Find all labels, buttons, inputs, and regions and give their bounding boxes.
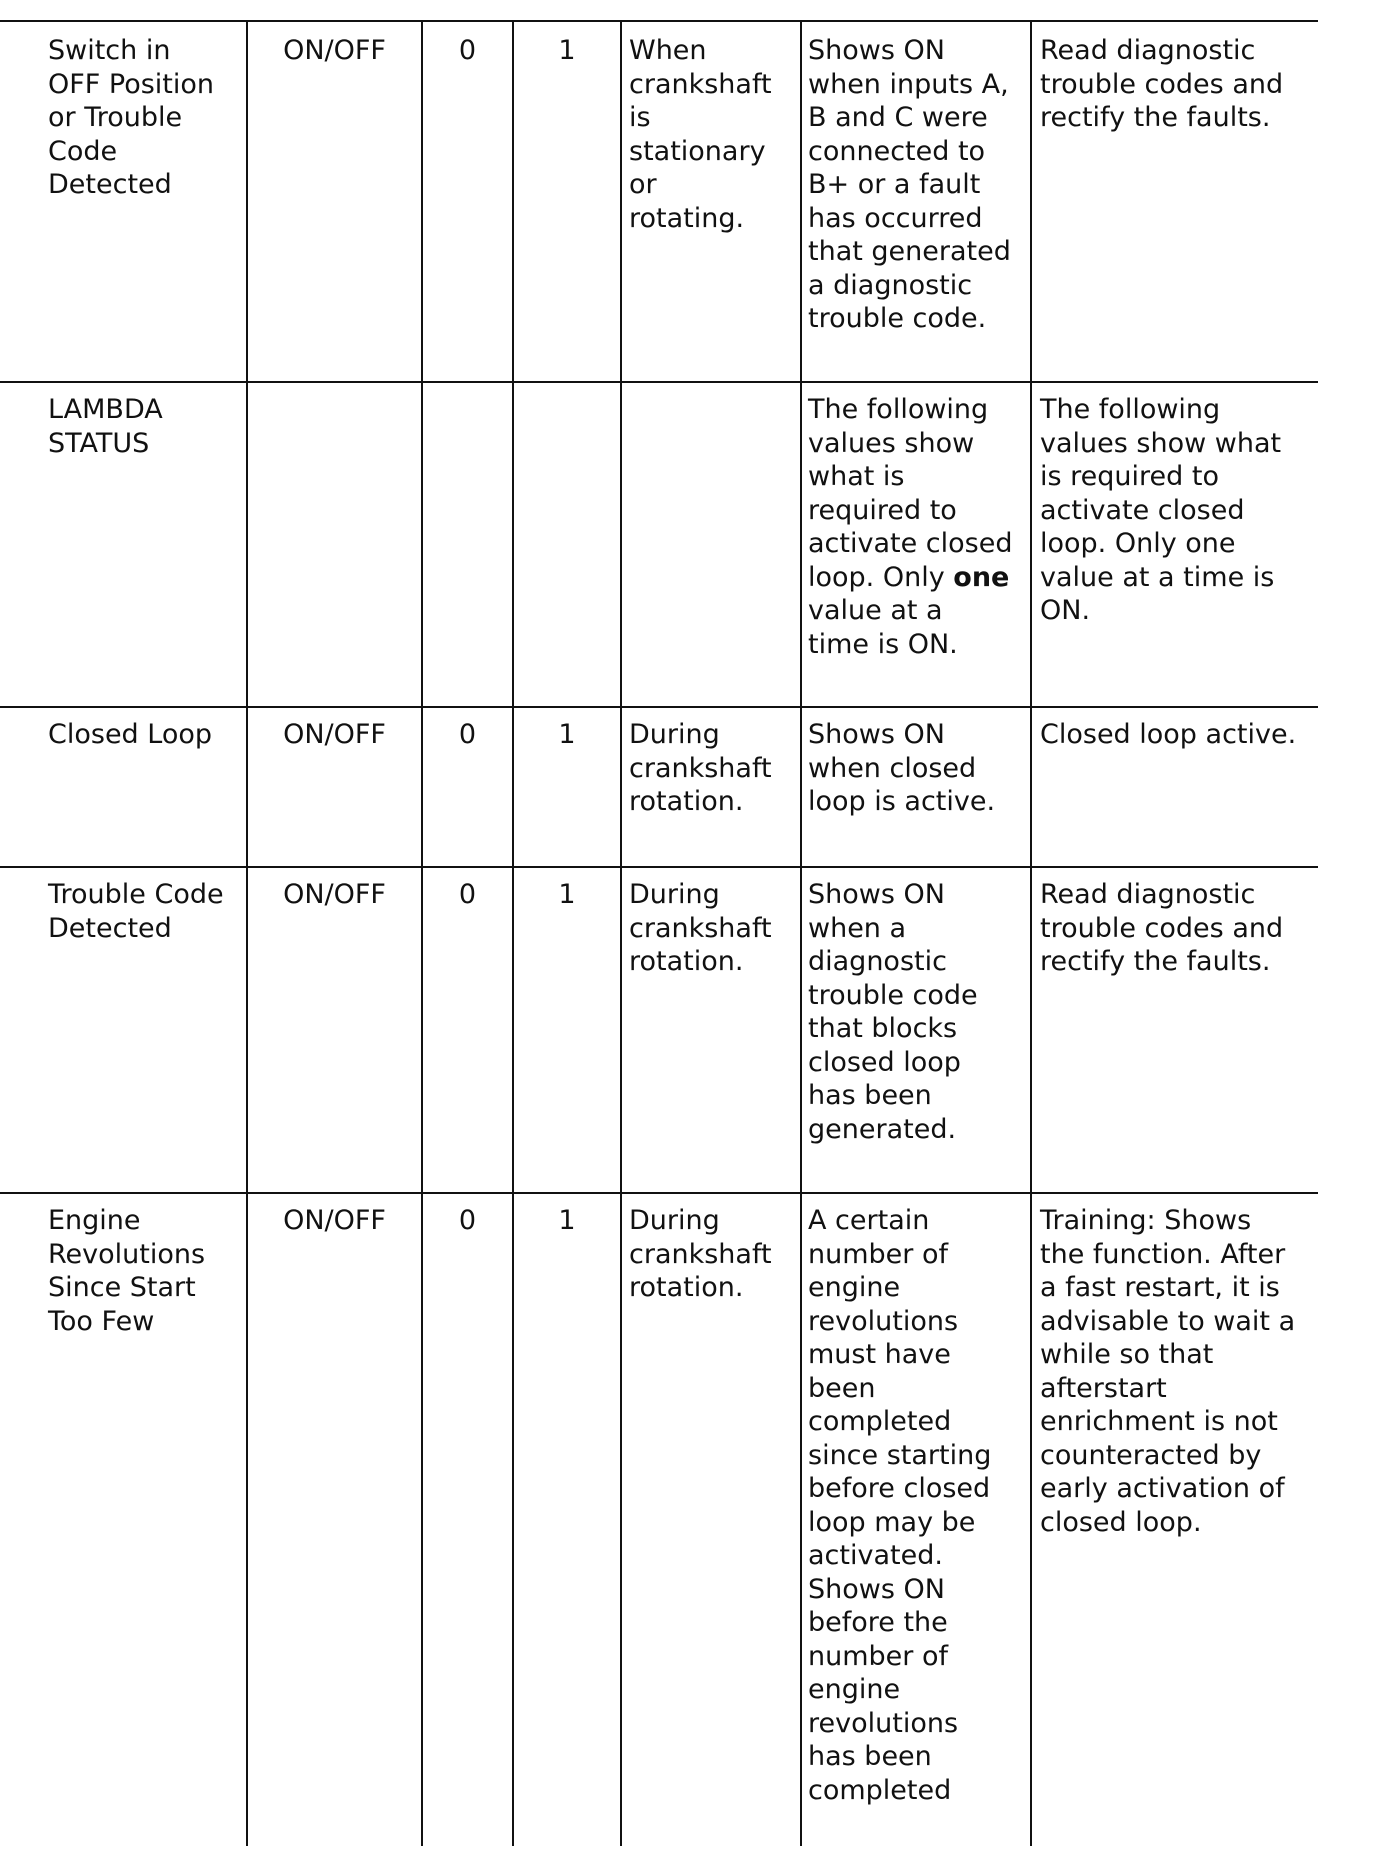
- row1-type: ON/OFF: [283, 35, 386, 66]
- column-divider: [620, 20, 622, 1846]
- row1-condition-cell: [629, 34, 772, 235]
- row3-condition-line: During: [629, 719, 720, 750]
- row4-description-line: generated.: [808, 1113, 957, 1145]
- row4-min: 0: [458, 879, 477, 910]
- row5-description-cell: [808, 1204, 991, 1807]
- row3-description-line: Shows ON: [808, 719, 945, 750]
- row5-description-line: before closed: [808, 1473, 991, 1504]
- row1-description-cell: [808, 34, 1011, 336]
- row5-action-line: afterstart: [1040, 1372, 1167, 1404]
- row5-description-line: been: [808, 1372, 876, 1404]
- row3-type-cell: [248, 718, 421, 752]
- row1-description-line: when inputs A,: [808, 68, 1009, 100]
- row1-description-line: Shows ON: [808, 35, 945, 66]
- row1-name-line: Detected: [48, 169, 172, 200]
- row2-description-line: required to: [808, 494, 957, 526]
- row3-type: ON/OFF: [283, 719, 386, 750]
- row5-action-line: enrichment is not: [1040, 1406, 1278, 1437]
- row1-description-line: B and C were: [808, 102, 988, 133]
- row5-action-line: while so that: [1040, 1339, 1214, 1370]
- row2-action-line: value at a time is: [1040, 561, 1275, 593]
- row4-description-cell: [808, 878, 978, 1146]
- row5-description-line: revolutions: [808, 1707, 959, 1739]
- row4-condition-line: crankshaft: [629, 912, 772, 944]
- row5-description-line: revolutions: [808, 1305, 959, 1337]
- row5-max-cell: [514, 1204, 620, 1238]
- row2-description-bold: one: [953, 561, 1010, 593]
- column-divider: [512, 20, 514, 1846]
- row4-description-line: Shows ON: [808, 879, 945, 910]
- row2-action-line: values show what: [1040, 427, 1282, 459]
- row3-condition-line: crankshaft: [629, 752, 772, 784]
- row-divider: [0, 20, 1318, 22]
- row1-min: 0: [458, 35, 477, 66]
- row4-action-line: Read diagnostic: [1040, 879, 1256, 910]
- column-divider: [421, 20, 423, 1846]
- row5-description-line: before the: [808, 1607, 948, 1638]
- row5-type: ON/OFF: [283, 1205, 386, 1236]
- row4-description-line: diagnostic: [808, 946, 947, 977]
- row1-action-line: trouble codes and: [1040, 68, 1284, 100]
- row5-action-line: a fast restart, it is: [1040, 1272, 1280, 1303]
- row3-action-line: Closed loop active.: [1040, 719, 1297, 750]
- row2-description-line: The following: [808, 394, 989, 425]
- row5-description-line: number of: [808, 1640, 948, 1672]
- row4-condition-line: rotation.: [629, 946, 744, 977]
- row5-min: 0: [458, 1205, 477, 1236]
- row1-name-line: Switch in: [48, 35, 171, 66]
- row4-action-cell: [1040, 878, 1283, 979]
- row3-max-cell: [514, 718, 620, 752]
- row4-condition-cell: [629, 878, 772, 979]
- row3-min-cell: [423, 718, 512, 752]
- row5-condition-line: rotation.: [629, 1272, 744, 1303]
- row4-max-cell: [514, 878, 620, 912]
- row2-description-cell: [808, 393, 1012, 661]
- row1-condition-line: crankshaft: [629, 68, 772, 100]
- row1-type-cell: [248, 34, 421, 68]
- row2-name-line: STATUS: [48, 427, 150, 459]
- row-divider: [0, 866, 1318, 868]
- row5-name-line: Too Few: [48, 1305, 155, 1337]
- row2-description-line: value at a: [808, 595, 943, 626]
- row2-description-line: what is: [808, 461, 905, 492]
- row1-condition-line: rotating.: [629, 202, 745, 234]
- row5-description-line: number of: [808, 1238, 948, 1270]
- column-divider: [1030, 20, 1032, 1846]
- row1-description-line: B+ or a fault: [808, 169, 981, 200]
- row3-name-line: Closed Loop: [48, 719, 213, 750]
- row5-max: 1: [558, 1205, 576, 1236]
- row-divider: [0, 381, 1318, 383]
- row5-action-line: advisable to wait a: [1040, 1305, 1296, 1337]
- row3-description-line: loop is active.: [808, 786, 996, 817]
- row5-description-line: must have: [808, 1339, 951, 1370]
- row5-action-line: counteracted by: [1040, 1439, 1262, 1471]
- row5-description-line: engine: [808, 1272, 901, 1303]
- row5-action-line: closed loop.: [1040, 1506, 1202, 1538]
- row4-type-cell: [248, 878, 421, 912]
- row1-action-cell: [1040, 34, 1283, 135]
- row1-description-line: trouble code.: [808, 303, 987, 334]
- row5-action-cell: [1040, 1204, 1295, 1539]
- row5-description-line: has been: [808, 1741, 932, 1772]
- row2-name-line: LAMBDA: [48, 394, 163, 425]
- row4-type: ON/OFF: [283, 879, 386, 910]
- row5-type-cell: [248, 1204, 421, 1238]
- row4-name-line: Detected: [48, 912, 172, 944]
- row4-name-line: Trouble Code: [48, 879, 224, 910]
- row1-action-line: rectify the faults.: [1040, 102, 1271, 133]
- row4-description-line: when a: [808, 912, 907, 944]
- column-divider: [246, 20, 248, 1846]
- row1-max-cell: [514, 34, 620, 68]
- row3-min: 0: [458, 719, 477, 750]
- row4-action-line: trouble codes and: [1040, 912, 1284, 944]
- row4-max: 1: [558, 879, 576, 910]
- row3-condition-cell: [629, 718, 772, 819]
- row1-min-cell: [423, 34, 512, 68]
- row1-description-line: has occurred: [808, 202, 983, 234]
- row2-action-cell: [1040, 393, 1281, 628]
- row5-min-cell: [423, 1204, 512, 1238]
- row2-description-line: activate closed: [808, 528, 1013, 559]
- row5-name-line: Revolutions: [48, 1238, 206, 1270]
- row2-action-line: activate closed: [1040, 494, 1245, 526]
- row1-condition-line: is: [629, 102, 651, 133]
- row1-condition-line: When: [629, 35, 707, 66]
- row5-condition-cell: [629, 1204, 772, 1305]
- row2-action-line: ON.: [1040, 595, 1091, 626]
- row4-description-line: trouble code: [808, 979, 978, 1011]
- row2-action-line: loop. Only one: [1040, 528, 1236, 559]
- row4-action-line: rectify the faults.: [1040, 946, 1271, 977]
- row5-description-line: completed: [808, 1774, 952, 1806]
- row4-min-cell: [423, 878, 512, 912]
- column-divider: [800, 20, 802, 1846]
- row1-name-cell: [48, 34, 214, 202]
- row-divider: [0, 706, 1318, 708]
- row-divider: [0, 1192, 1318, 1194]
- row2-action-line: The following: [1040, 394, 1221, 425]
- row3-action-cell: [1040, 718, 1296, 752]
- row5-description-line: loop may be: [808, 1506, 976, 1538]
- row5-action-line: the function. After: [1040, 1238, 1286, 1270]
- row5-action-line: Training: Shows: [1040, 1205, 1252, 1236]
- row1-description-line: a diagnostic: [808, 269, 973, 301]
- row4-name-cell: [48, 878, 224, 945]
- row4-description-line: closed loop: [808, 1046, 961, 1078]
- row2-description-text: loop. Only: [808, 561, 954, 593]
- row2-name-cell: [48, 393, 163, 460]
- row3-description-cell: [808, 718, 995, 819]
- row1-name-line: or Trouble: [48, 102, 183, 133]
- row5-description-line: completed: [808, 1406, 952, 1437]
- row1-action-line: Read diagnostic: [1040, 35, 1256, 66]
- row1-description-line: that generated: [808, 236, 1011, 267]
- row4-description-line: that blocks: [808, 1013, 958, 1044]
- row5-description-line: activated.: [808, 1540, 943, 1571]
- row5-name-line: Since Start: [48, 1272, 196, 1303]
- row5-name-cell: [48, 1204, 205, 1338]
- row5-description-line: since starting: [808, 1439, 992, 1471]
- row1-description-line: connected to: [808, 135, 986, 167]
- row5-action-line: early activation of: [1040, 1473, 1285, 1504]
- row2-description-line: time is ON.: [808, 628, 958, 660]
- row4-description-line: has been: [808, 1080, 932, 1111]
- row1-name-line: Code: [48, 135, 118, 167]
- row5-description-line: engine: [808, 1674, 901, 1705]
- row4-condition-line: During: [629, 879, 720, 910]
- row5-condition-line: During: [629, 1205, 720, 1236]
- row5-description-line: A certain: [808, 1205, 930, 1236]
- row2-description-line: values show: [808, 427, 975, 459]
- row1-max: 1: [558, 35, 576, 66]
- row5-condition-line: crankshaft: [629, 1238, 772, 1270]
- row2-description-line-emphasis: [808, 561, 1012, 595]
- row1-name-line: OFF Position: [48, 68, 215, 100]
- row1-condition-line: or: [629, 169, 657, 200]
- row5-description-line: Shows ON: [808, 1573, 945, 1605]
- row1-condition-line: stationary: [629, 135, 766, 167]
- row2-action-line: is required to: [1040, 461, 1219, 492]
- row5-name-line: Engine: [48, 1205, 141, 1236]
- row3-max: 1: [558, 719, 576, 750]
- row3-name-cell: [48, 718, 212, 752]
- row3-description-line: when closed: [808, 752, 977, 784]
- row3-condition-line: rotation.: [629, 786, 744, 817]
